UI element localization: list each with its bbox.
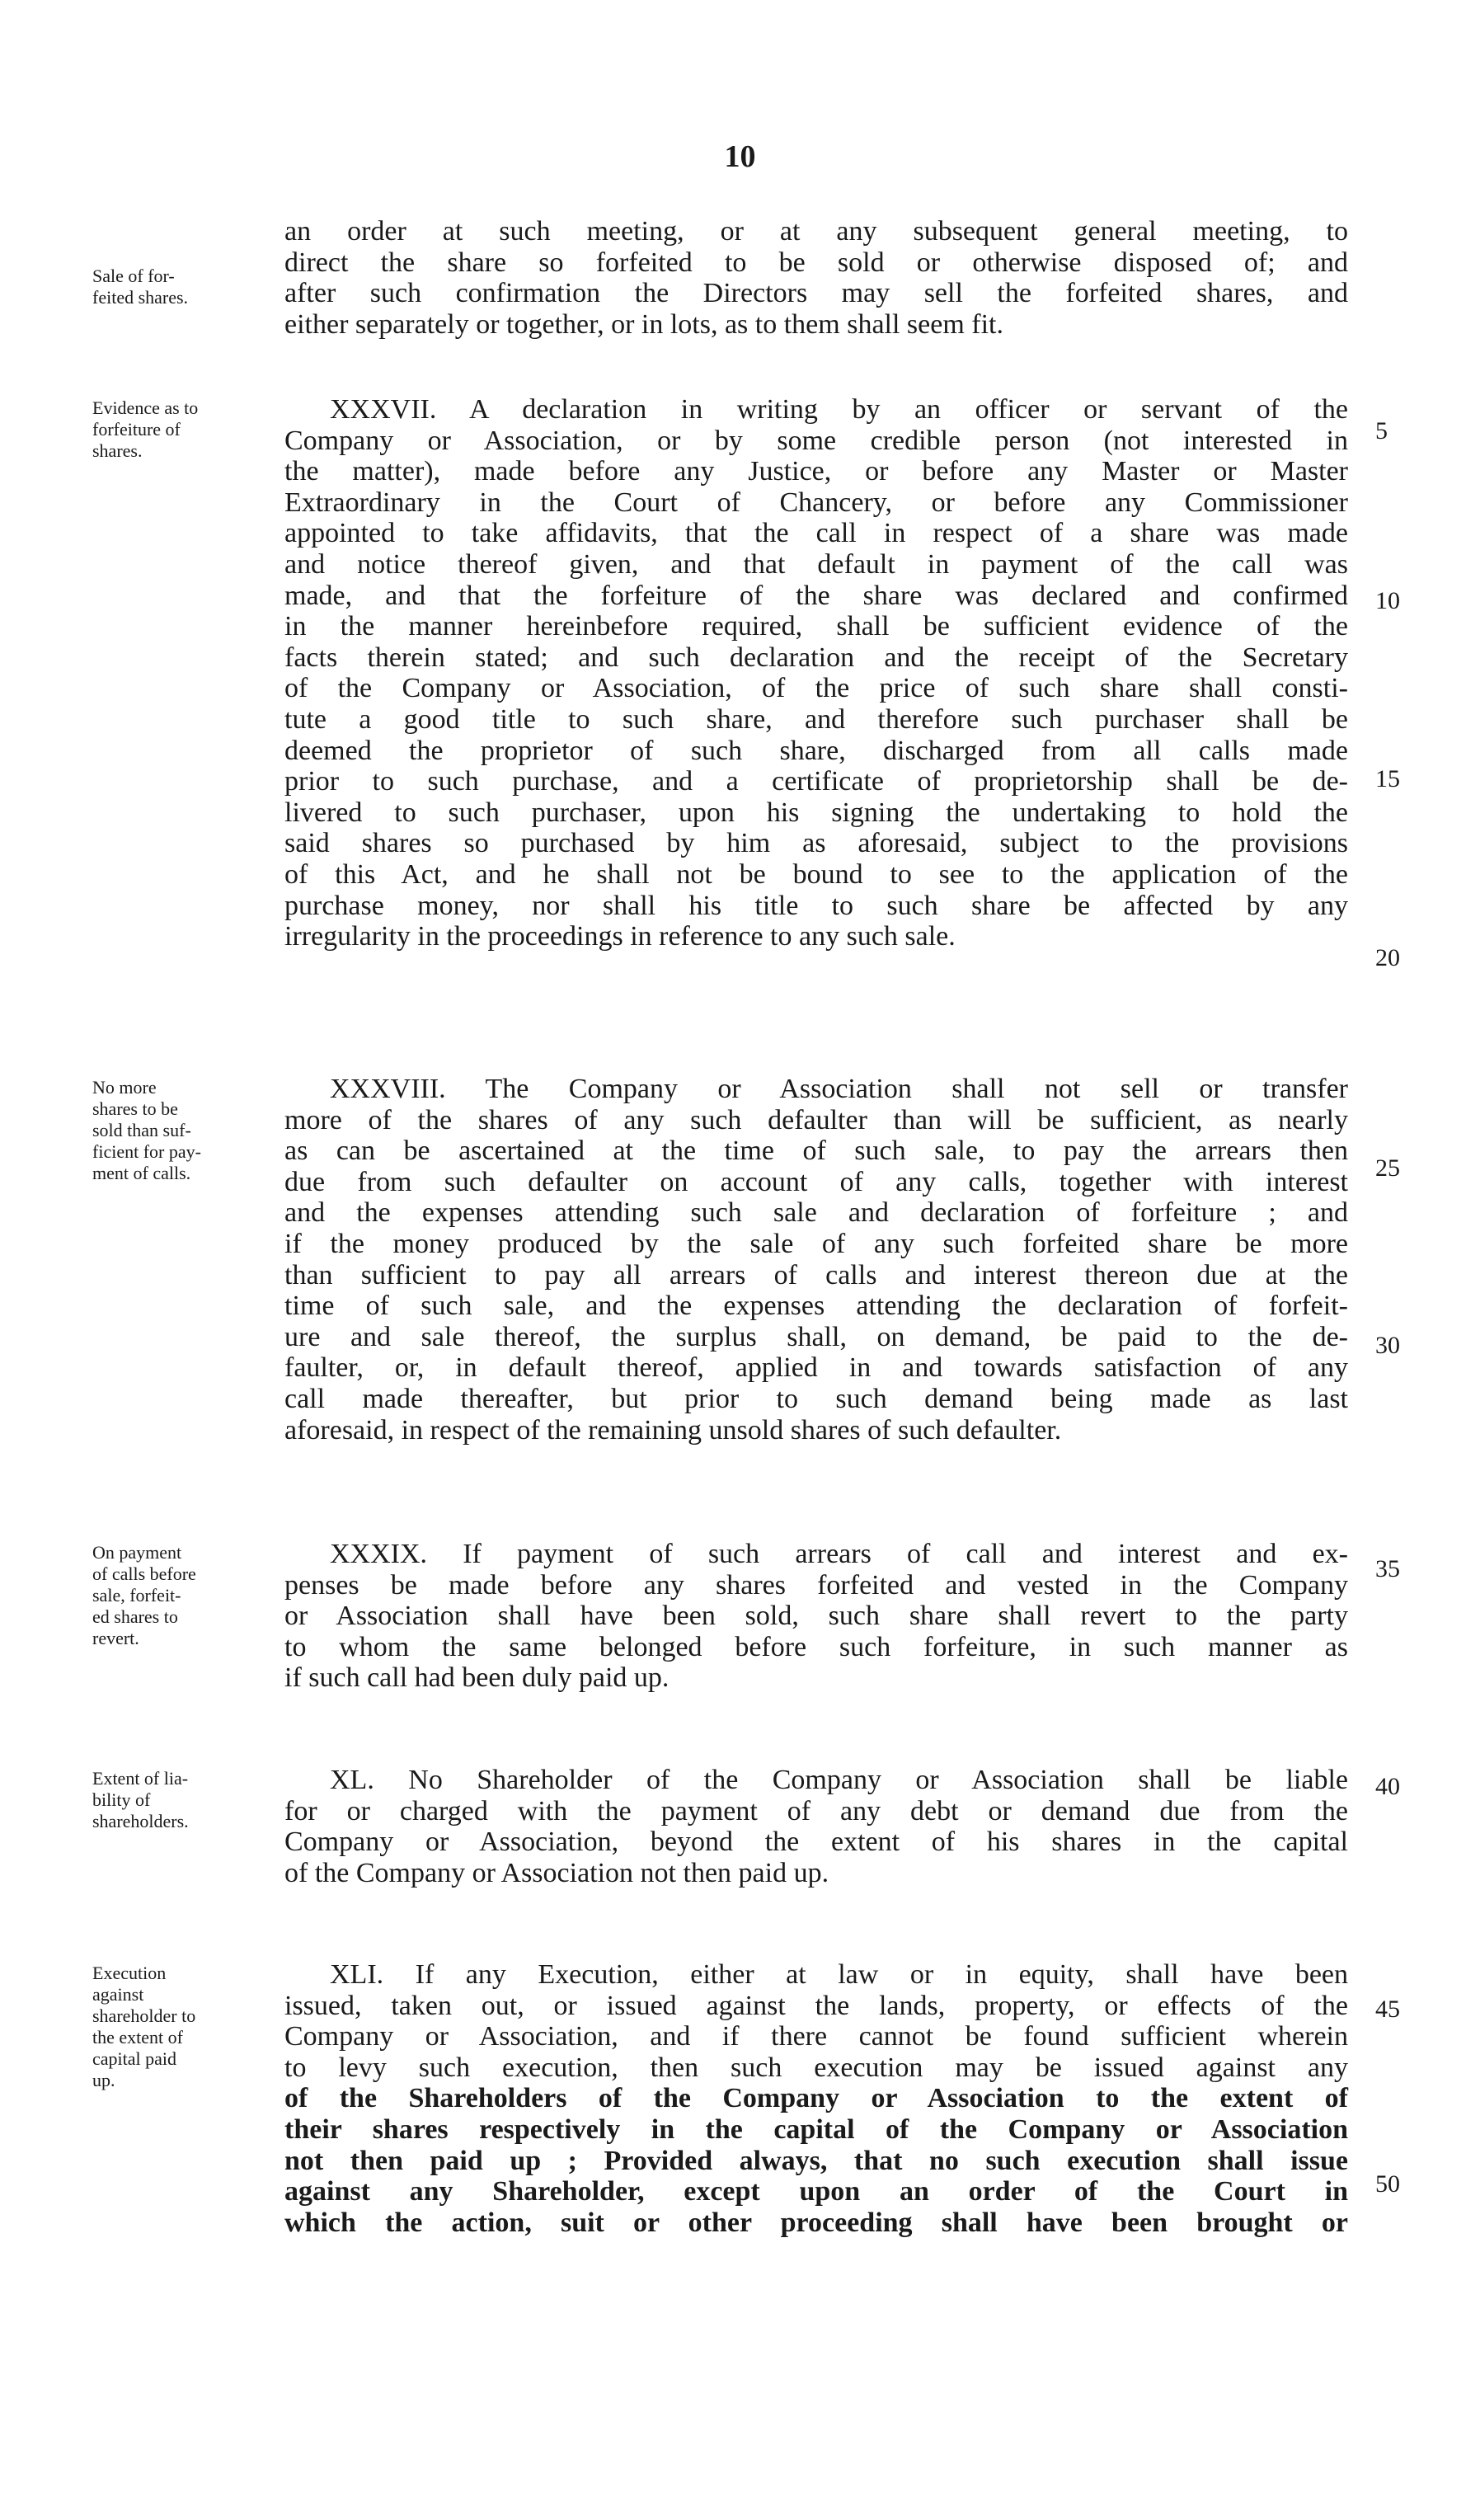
text-line: more of the shares of any such defaulter than will be sufficient, as nearly bbox=[284, 1104, 1348, 1135]
line-number: 20 bbox=[1375, 944, 1400, 971]
margin-note-line: revert. bbox=[92, 1628, 139, 1648]
margin-note-line: Evidence as to bbox=[92, 397, 199, 418]
margin-note-line: Extent of lia- bbox=[92, 1768, 189, 1789]
text-line: ure and sale thereof, the surplus shall, on demand, be paid to the de- bbox=[284, 1321, 1348, 1352]
margin-note-line: No more bbox=[92, 1077, 157, 1098]
text-line: or Association shall have been sold, such share shall revert to the party bbox=[284, 1601, 1348, 1632]
line-number: 50 bbox=[1375, 2170, 1400, 2198]
text-line: call made thereafter, but prior to such demand being made as last bbox=[284, 1383, 1348, 1414]
text-line: Company or Association, or by some credible person (not interested in bbox=[284, 425, 1348, 456]
text-line: of the Shareholders of the Company or Association to the extent of bbox=[284, 2083, 1348, 2114]
margin-note-line: feited shares. bbox=[92, 287, 189, 308]
text-line: faulter, or, in default thereof, applied in and towards satisfaction of any bbox=[284, 1352, 1348, 1384]
margin-note bbox=[92, 1077, 287, 1184]
margin-note-line: Sale of for- bbox=[92, 266, 175, 286]
text-line: said shares so purchased by him as aforesaid, subject to the provisions bbox=[284, 828, 1348, 859]
margin-note-line: ed shares to bbox=[92, 1606, 178, 1627]
margin-note bbox=[92, 266, 287, 308]
line-number: 45 bbox=[1375, 1996, 1400, 2023]
margin-note-line: On payment bbox=[92, 1542, 182, 1563]
text-line: issued, taken out, or issued against the lands, property, or effects of the bbox=[284, 1990, 1348, 2021]
margin-note-line: shares to be bbox=[92, 1098, 178, 1119]
text-line: and notice thereof given, and that default in payment of the call was bbox=[284, 548, 1348, 580]
text-line: XXXIX. If payment of such arrears of call and interest and ex- bbox=[330, 1539, 1348, 1569]
text-line: XXXVII. A declaration in writing by an officer or servant of the bbox=[330, 394, 1348, 425]
section-body bbox=[284, 216, 1348, 340]
text-line: which the action, suit or other proceeding shall have been brought or bbox=[284, 2207, 1348, 2238]
line-number: 15 bbox=[1375, 765, 1400, 792]
text-line: direct the share so forfeited to be sold or otherwise disposed of; and bbox=[284, 247, 1348, 278]
page-number: 10 bbox=[724, 139, 756, 174]
text-line: as can be ascertained at the time of such sale, to pay the arrears then bbox=[284, 1135, 1348, 1167]
margin-note-line: up. bbox=[92, 2070, 115, 2090]
text-line: to levy such execution, then such execution may be issued against any bbox=[284, 2052, 1348, 2083]
margin-note-line: sale, forfeit- bbox=[92, 1585, 181, 1606]
text-line: if the money produced by the sale of any such forfeited share be more bbox=[284, 1228, 1348, 1259]
text-line: facts therein stated; and such declaration and the receipt of the Secretary bbox=[284, 642, 1348, 673]
text-line: livered to such purchaser, upon his signing the undertaking to hold the bbox=[284, 797, 1348, 828]
text-line: Company or Association, beyond the extent of his shares in the capital bbox=[284, 1827, 1348, 1858]
text-line: due from such defaulter on account of any calls, together with interest bbox=[284, 1166, 1348, 1197]
margin-note-line: shareholders. bbox=[92, 1811, 189, 1831]
margin-note bbox=[92, 1542, 287, 1649]
text-line: Company or Association, and if there cannot be found sufficient wherein bbox=[284, 2021, 1348, 2052]
text-line: not then paid up ; Provided always, that no such execution shall issue bbox=[284, 2145, 1348, 2176]
text-line: tute a good title to such share, and therefore such purchaser shall be bbox=[284, 703, 1348, 735]
margin-note-line: ment of calls. bbox=[92, 1163, 191, 1183]
margin-note-line: of calls before bbox=[92, 1563, 196, 1584]
margin-note-line: shares. bbox=[92, 440, 143, 461]
text-line: and the expenses attending such sale and declaration of forfeiture ; and bbox=[284, 1197, 1348, 1229]
text-line: XXXVIII. The Company or Association shall not sell or transfer bbox=[330, 1074, 1348, 1104]
text-line: if such call had been duly paid up. bbox=[284, 1662, 670, 1694]
section-body bbox=[284, 1074, 1348, 1446]
margin-note-line: shareholder to bbox=[92, 2005, 196, 2026]
text-line: time of such sale, and the expenses attending the declaration of forfeit- bbox=[284, 1291, 1348, 1322]
text-line: of the Company or Association, of the price of such share shall consti- bbox=[284, 673, 1348, 704]
line-number: 10 bbox=[1375, 587, 1400, 614]
text-line: irregularity in the proceedings in reference to any such sale. bbox=[284, 921, 956, 952]
margin-note-line: sold than suf- bbox=[92, 1120, 191, 1140]
line-number: 30 bbox=[1375, 1332, 1400, 1359]
margin-note-line: bility of bbox=[92, 1789, 151, 1810]
line-number: 25 bbox=[1375, 1154, 1400, 1182]
margin-note bbox=[92, 1768, 287, 1832]
section-body bbox=[284, 1539, 1348, 1694]
text-line: appointed to take affidavits, that the call in respect of a share was made bbox=[284, 518, 1348, 549]
text-line: XLI. If any Execution, either at law or in equity, shall have been bbox=[330, 1959, 1348, 1990]
text-line: prior to such purchase, and a certificate of proprietorship shall be de- bbox=[284, 766, 1348, 797]
text-line: Extraordinary in the Court of Chancery, or before any Commissioner bbox=[284, 487, 1348, 518]
text-line: purchase money, nor shall his title to such share be affected by any bbox=[284, 890, 1348, 921]
text-line: the matter), made before any Justice, or before any Master or Master bbox=[284, 456, 1348, 487]
margin-note-line: Execution bbox=[92, 1963, 167, 1983]
text-line: their shares respectively in the capital of the Company or Association bbox=[284, 2113, 1348, 2145]
margin-note bbox=[92, 1963, 287, 2091]
text-line: penses be made before any shares forfeited and vested in the Company bbox=[284, 1569, 1348, 1601]
text-line: deemed the proprietor of such share, discharged from all calls made bbox=[284, 735, 1348, 766]
margin-note-line: against bbox=[92, 1984, 144, 2005]
text-line: in the manner hereinbefore required, shall be sufficient evidence of the bbox=[284, 611, 1348, 642]
text-line: for or charged with the payment of any debt or demand due from the bbox=[284, 1795, 1348, 1827]
text-line: either separately or together, or in lots, as to them shall seem fit. bbox=[284, 308, 1003, 340]
text-line: aforesaid, in respect of the remaining unsold shares of such defaulter. bbox=[284, 1414, 1062, 1446]
text-line: against any Shareholder, except upon an order of the Court in bbox=[284, 2176, 1348, 2207]
margin-note-line: ficient for pay- bbox=[92, 1141, 201, 1162]
margin-note-line: capital paid bbox=[92, 2048, 177, 2069]
margin-note-line: the extent of bbox=[92, 2027, 183, 2048]
section-body bbox=[284, 1959, 1348, 2238]
text-line: of this Act, and he shall not be bound to see to the application of the bbox=[284, 858, 1348, 890]
text-line: of the Company or Association not then paid up. bbox=[284, 1857, 829, 1888]
text-line: an order at such meeting, or at any subsequent general meeting, to bbox=[284, 216, 1348, 247]
margin-note bbox=[92, 397, 287, 462]
text-line: than sufficient to pay all arrears of calls and interest thereon due at the bbox=[284, 1259, 1348, 1291]
text-line: made, and that the forfeiture of the share was declared and confirmed bbox=[284, 580, 1348, 611]
section-body bbox=[284, 1765, 1348, 1888]
line-number: 35 bbox=[1375, 1555, 1400, 1582]
line-number: 5 bbox=[1375, 417, 1388, 444]
margin-note-line: forfeiture of bbox=[92, 419, 181, 440]
text-line: XL. No Shareholder of the Company or Association shall be liable bbox=[330, 1765, 1348, 1795]
text-line: after such confirmation the Directors may sell the forfeited shares, and bbox=[284, 278, 1348, 309]
line-number: 40 bbox=[1375, 1773, 1400, 1800]
section-body bbox=[284, 394, 1348, 952]
text-line: to whom the same belonged before such forfeiture, in such manner as bbox=[284, 1631, 1348, 1662]
